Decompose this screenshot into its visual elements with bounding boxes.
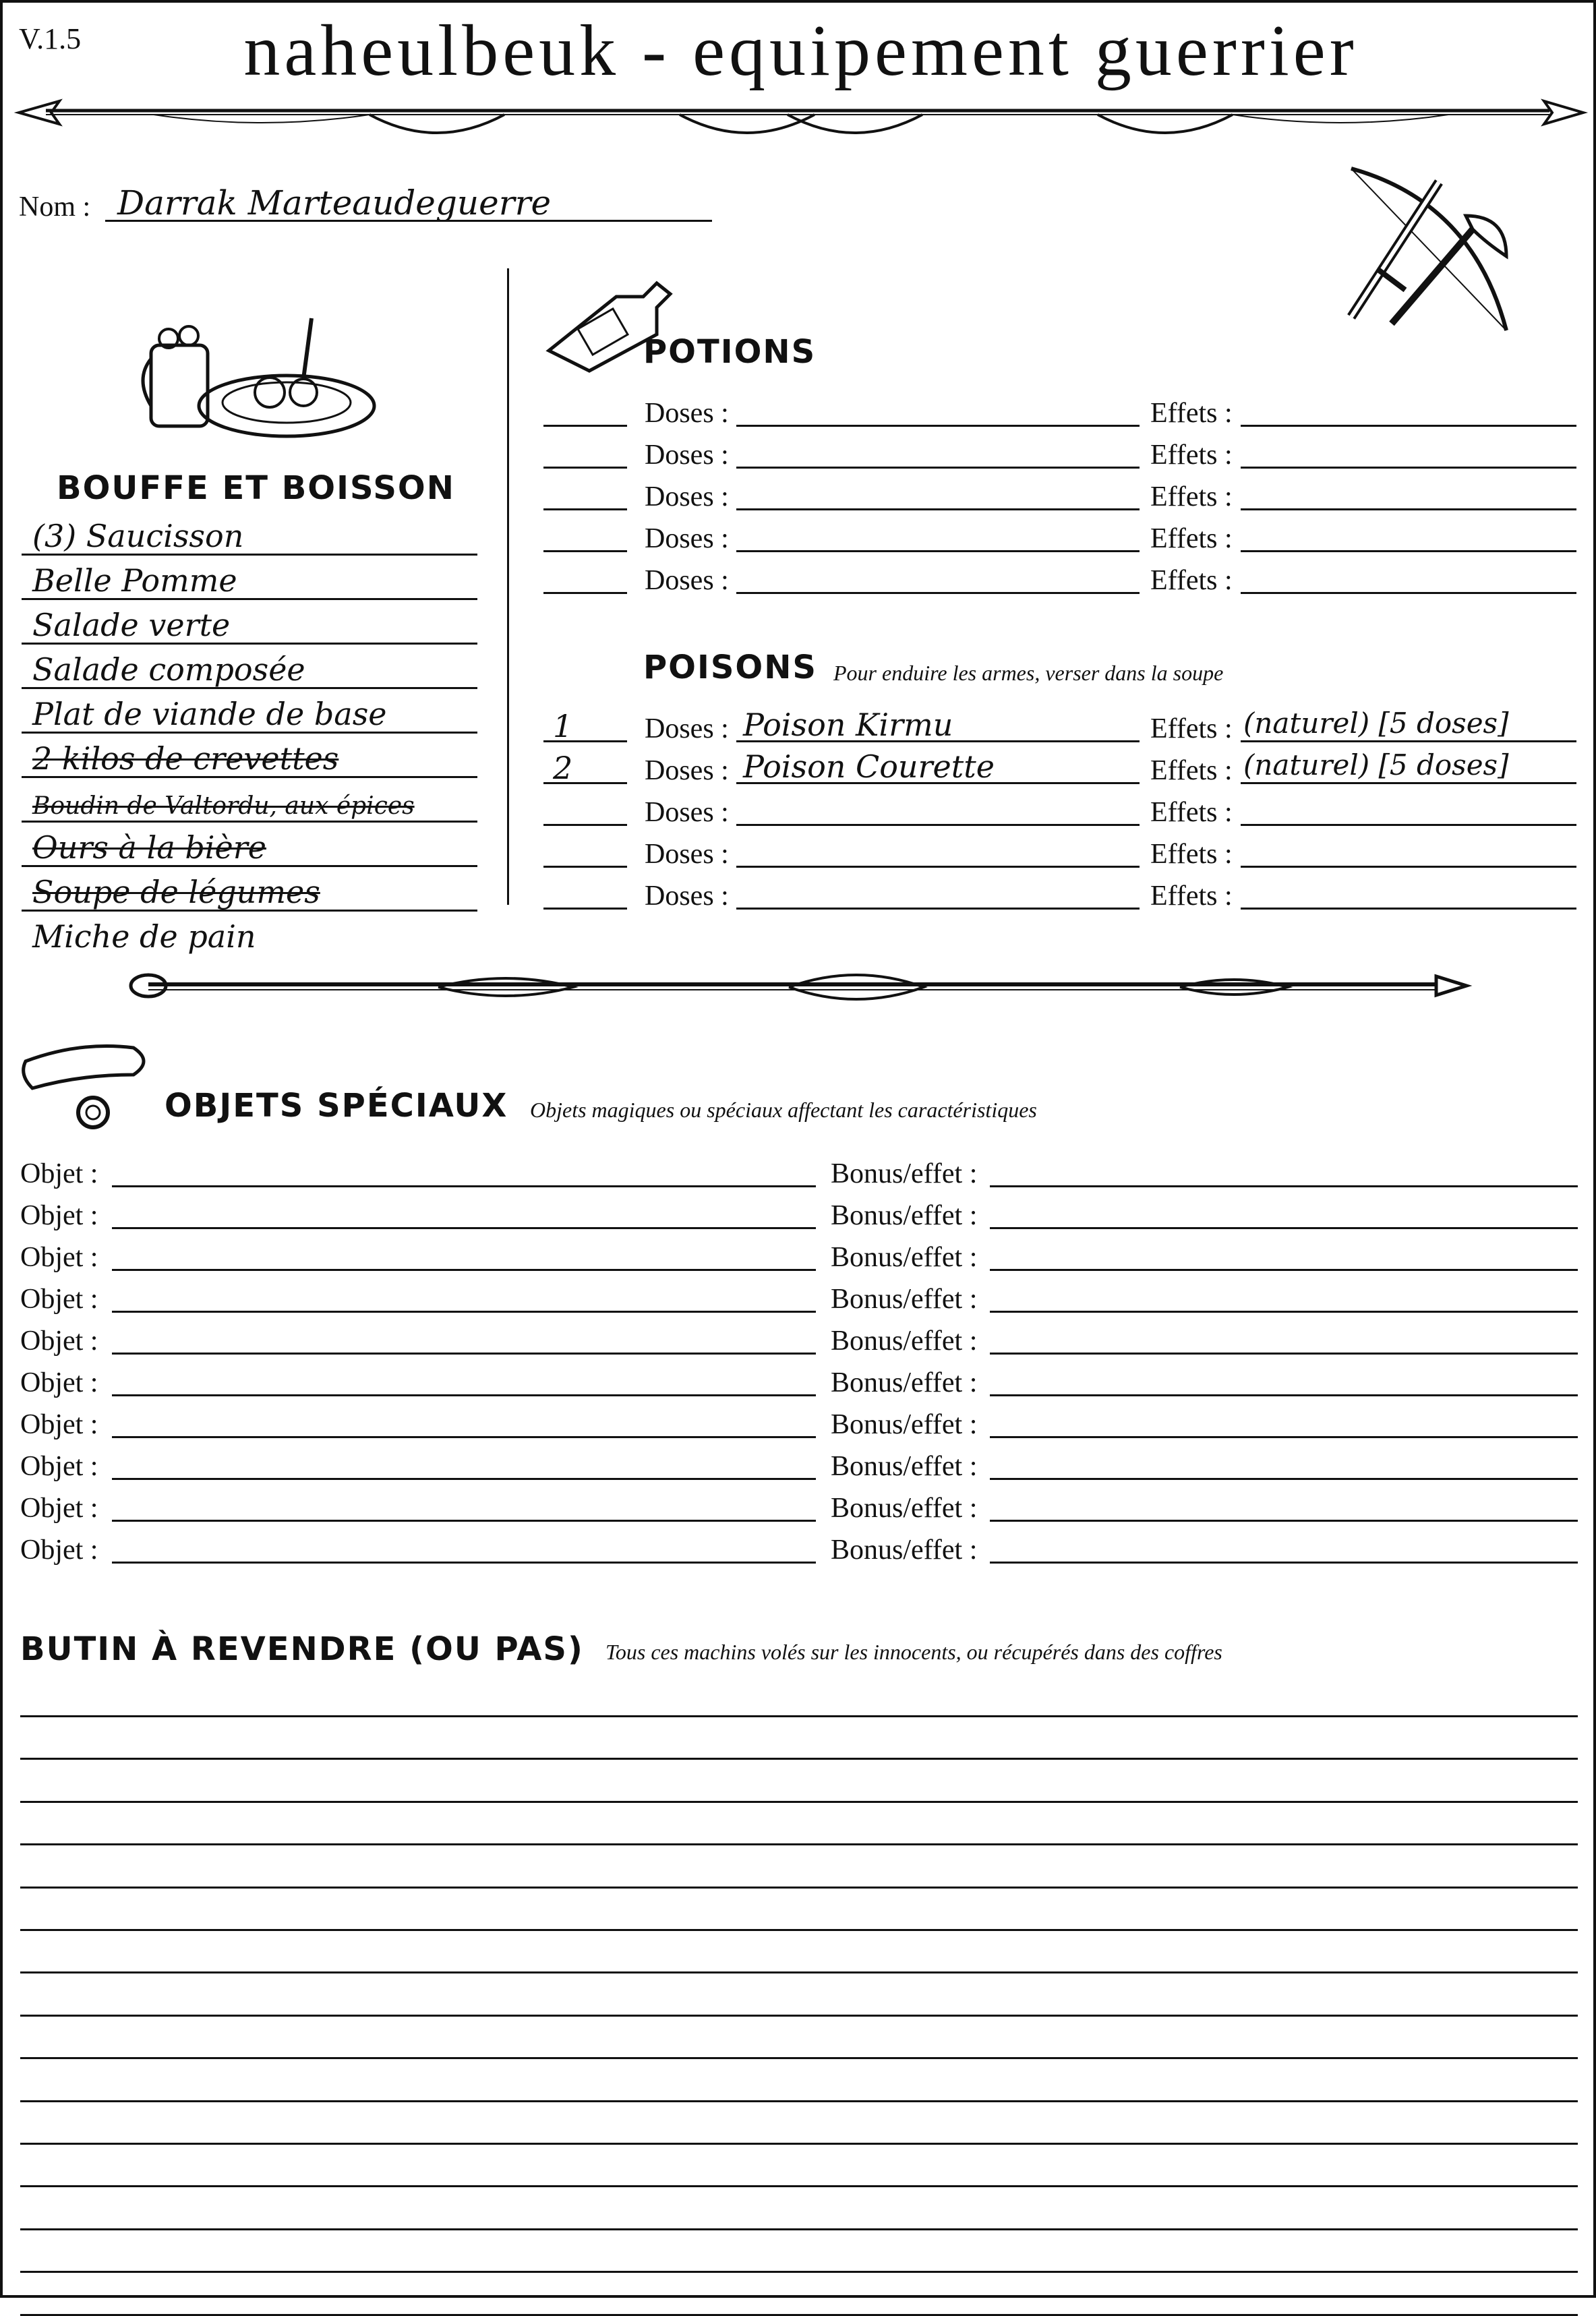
poisons-subtitle: Pour enduire les armes, verser dans la soupe (833, 661, 1224, 685)
potions-heading: POTIONS (643, 333, 817, 371)
scroll-ring-icon (19, 1034, 160, 1135)
special-row (3, 1443, 1596, 1485)
bonus-field[interactable] (990, 1562, 1578, 1564)
object-label: Objet : (20, 1493, 98, 1524)
bonus-label: Bonus/effet : (831, 1409, 978, 1440)
doses-label: Doses : (645, 755, 729, 786)
potions-row (3, 391, 1596, 433)
doses-label: Doses : (645, 440, 729, 471)
effects-field[interactable] (1241, 908, 1576, 910)
object-field[interactable] (112, 1520, 816, 1522)
doses-label: Doses : (645, 839, 729, 870)
object-field[interactable] (112, 1227, 816, 1229)
loot-line[interactable] (20, 2228, 1578, 2230)
doses-field[interactable] (736, 908, 1140, 910)
food-item[interactable] (32, 600, 477, 645)
bonus-field[interactable] (990, 1436, 1578, 1438)
bonus-field[interactable] (990, 1185, 1578, 1187)
bonus-label: Bonus/effet : (831, 1326, 978, 1357)
object-label: Objet : (20, 1158, 98, 1189)
effects-label: Effets : (1150, 755, 1233, 786)
food-heading: BOUFFE ET BOISSON (57, 469, 455, 507)
quantity-field[interactable] (543, 824, 627, 826)
doses-field[interactable] (736, 508, 1140, 510)
potions-row (3, 558, 1596, 600)
food-item[interactable] (32, 912, 477, 956)
effects-label: Effets : (1150, 881, 1233, 912)
special-row (3, 1526, 1596, 1568)
effects-field[interactable] (1241, 425, 1576, 427)
bonus-field[interactable] (990, 1520, 1578, 1522)
page-title: naheulbeuk - equipement guerrier (243, 11, 1358, 91)
poisons-row (3, 707, 1596, 748)
special-subtitle: Objets magiques ou spéciaux affectant les caractéristiques (530, 1098, 1037, 1122)
bonus-label: Bonus/effet : (831, 1242, 978, 1273)
effects-field[interactable] (1241, 592, 1576, 594)
food-item-text: (3) Saucisson (32, 518, 244, 554)
bonus-field[interactable] (990, 1353, 1578, 1355)
special-row (3, 1317, 1596, 1359)
food-item-text: Miche de pain (32, 918, 256, 955)
object-field[interactable] (112, 1353, 816, 1355)
doses-label: Doses : (645, 481, 729, 512)
poisons-row (3, 748, 1596, 790)
effects-field[interactable] (1241, 866, 1576, 868)
bonus-label: Bonus/effet : (831, 1367, 978, 1398)
bonus-label: Bonus/effet : (831, 1284, 978, 1315)
poisons-row (3, 790, 1596, 832)
loot-line[interactable] (20, 2100, 1578, 2102)
special-row (3, 1234, 1596, 1276)
effects-label: Effets : (1150, 440, 1233, 471)
potions-row (3, 516, 1596, 558)
effects-label: Effets : (1150, 398, 1233, 429)
bonus-field[interactable] (990, 1478, 1578, 1480)
object-label: Objet : (20, 1242, 98, 1273)
bonus-field[interactable] (990, 1394, 1578, 1396)
effects-value: (naturel) [5 doses] (1243, 748, 1509, 781)
effects-label: Effets : (1150, 797, 1233, 828)
bonus-field[interactable] (990, 1269, 1578, 1271)
loot-line[interactable] (20, 2057, 1578, 2059)
special-row (3, 1485, 1596, 1526)
quantity-field[interactable] (543, 908, 627, 910)
doses-field[interactable] (736, 425, 1140, 427)
quantity-field[interactable] (543, 592, 627, 594)
doses-label: Doses : (645, 565, 729, 596)
food-item-text: 2 kilos de crevettes (32, 740, 339, 777)
effects-field[interactable] (1241, 782, 1576, 784)
spear-divider-icon (19, 90, 1583, 151)
object-label: Objet : (20, 1284, 98, 1315)
effects-field[interactable] (1241, 740, 1576, 742)
effects-field[interactable] (1241, 508, 1576, 510)
bonus-label: Bonus/effet : (831, 1535, 978, 1566)
doses-label: Doses : (645, 523, 729, 554)
loot-line[interactable] (20, 1971, 1578, 1973)
poisons-heading: POISONS (643, 649, 817, 686)
bonus-field[interactable] (990, 1227, 1578, 1229)
object-label: Objet : (20, 1200, 98, 1231)
object-label: Objet : (20, 1326, 98, 1357)
doses-label: Doses : (645, 797, 729, 828)
effects-label: Effets : (1150, 839, 1233, 870)
quantity-value: 1 (553, 708, 573, 744)
name-label: Nom : (19, 191, 91, 222)
object-field[interactable] (112, 1436, 816, 1438)
loot-line[interactable] (20, 1929, 1578, 1931)
doses-field[interactable] (736, 592, 1140, 594)
special-row (3, 1401, 1596, 1443)
staff-divider-icon (128, 963, 1470, 1010)
effects-value: (naturel) [5 doses] (1243, 707, 1509, 740)
food-item-text: Salade verte (32, 607, 231, 643)
object-field[interactable] (112, 1311, 816, 1313)
object-label: Objet : (20, 1367, 98, 1398)
bonus-label: Bonus/effet : (831, 1451, 978, 1482)
loot-heading: BUTIN À REVENDRE (OU PAS) (20, 1630, 584, 1668)
quantity-value: 2 (553, 750, 573, 786)
effects-label: Effets : (1150, 523, 1233, 554)
potions-row (3, 475, 1596, 516)
special-heading: OBJETS SPÉCIAUX (165, 1087, 508, 1125)
object-label: Objet : (20, 1409, 98, 1440)
food-item-text: Soupe de légumes (32, 874, 320, 910)
loot-line[interactable] (20, 2015, 1578, 2017)
food-item-text: Salade composée (32, 651, 305, 688)
object-field[interactable] (112, 1562, 816, 1564)
quantity-field[interactable] (543, 866, 627, 868)
food-item-text: Ours à la bière (32, 829, 266, 866)
doses-field[interactable] (736, 824, 1140, 826)
doses-label: Doses : (645, 713, 729, 744)
doses-field[interactable] (736, 467, 1140, 469)
doses-value: Poison Courette (743, 748, 995, 785)
quantity-field[interactable] (543, 425, 627, 427)
doses-field[interactable] (736, 866, 1140, 868)
quantity-field[interactable] (543, 508, 627, 510)
weapons-icon (1338, 162, 1520, 337)
poisons-row (3, 874, 1596, 916)
bonus-label: Bonus/effet : (831, 1493, 978, 1524)
name-value[interactable]: Darrak Marteaudeguerre (117, 183, 552, 222)
effects-field[interactable] (1241, 550, 1576, 552)
loot-line[interactable] (20, 1715, 1578, 1717)
loot-line[interactable] (20, 1758, 1578, 1760)
object-field[interactable] (112, 1269, 816, 1271)
loot-line[interactable] (20, 2143, 1578, 2145)
loot-line[interactable] (20, 2314, 1578, 2316)
food-item[interactable] (32, 645, 477, 689)
food-item-text: Boudin de Valtordu, aux épices (32, 792, 415, 820)
name-underline (105, 220, 712, 222)
special-row (3, 1192, 1596, 1234)
quantity-field[interactable] (543, 467, 627, 469)
effects-field[interactable] (1241, 824, 1576, 826)
loot-line[interactable] (20, 2185, 1578, 2187)
object-label: Objet : (20, 1535, 98, 1566)
object-field[interactable] (112, 1394, 816, 1396)
effects-label: Effets : (1150, 481, 1233, 512)
doses-label: Doses : (645, 881, 729, 912)
special-row (3, 1150, 1596, 1192)
quantity-field[interactable] (543, 550, 627, 552)
special-row (3, 1359, 1596, 1401)
loot-line[interactable] (20, 1843, 1578, 1845)
bonus-label: Bonus/effet : (831, 1158, 978, 1189)
effects-label: Effets : (1150, 565, 1233, 596)
loot-subtitle: Tous ces machins volés sur les innocents, ou récupérés dans des coffres (605, 1640, 1222, 1664)
loot-line[interactable] (20, 2271, 1578, 2273)
object-label: Objet : (20, 1451, 98, 1482)
doses-field[interactable] (736, 550, 1140, 552)
effects-label: Effets : (1150, 713, 1233, 744)
bonus-label: Bonus/effet : (831, 1200, 978, 1231)
food-item-text: Belle Pomme (32, 562, 237, 599)
food-item-text: Plat de viande de base (32, 696, 387, 732)
poisons-row (3, 829, 1596, 874)
object-field[interactable] (112, 1478, 816, 1480)
object-field[interactable] (112, 1185, 816, 1187)
loot-line[interactable] (20, 1887, 1578, 1889)
version-label: V.1.5 (19, 22, 82, 55)
doses-value: Poison Kirmu (743, 707, 953, 743)
potions-row (3, 433, 1596, 475)
special-row (3, 1276, 1596, 1317)
loot-line[interactable] (20, 1801, 1578, 1803)
bonus-field[interactable] (990, 1311, 1578, 1313)
effects-field[interactable] (1241, 467, 1576, 469)
doses-label: Doses : (645, 398, 729, 429)
